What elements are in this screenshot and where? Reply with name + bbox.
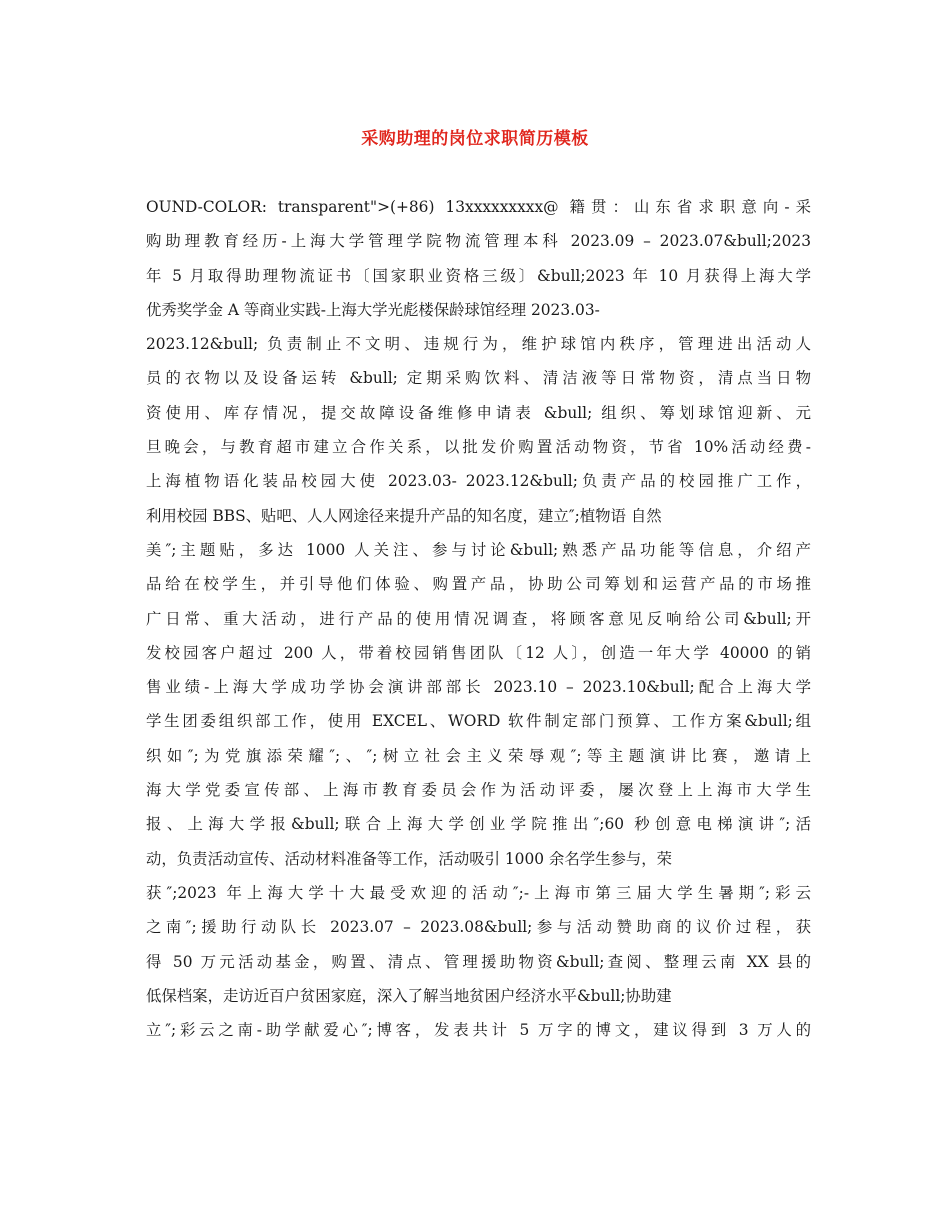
body-line-16: 学生团委组织部工作，使用 EXCEL、WORD 软件制定部门预算、工作方案&bull;组 xyxy=(146,712,811,731)
body-line-10: 利用校园 BBS、贴吧、人人网途径来提升产品的知名度，建立″;植物语 自然 xyxy=(146,506,662,525)
body-line-5: 2023.12&bull; 负责制止不文明、违规行为，维护球馆内秩序，管理进出活动人 xyxy=(146,335,811,354)
body-line-1: OUND-COLOR: transparent">(+86) 13xxxxxxxxx@ 籍贯：山东省求职意向-采 xyxy=(146,198,811,216)
body-line-25: 立″;彩云之南-助学献爱心″;博客，发表共计 5 万字的博文，建议得到 3 万人的 xyxy=(146,1021,811,1040)
body-line-4: 优秀奖学金 A 等商业实践-上海大学光彪楼保龄球馆经理 2023.03- xyxy=(146,300,600,319)
body-line-12: 品给在校学生，并引导他们体验、购置产品，协助公司筹划和运营产品的市场推 xyxy=(146,575,811,594)
body-line-18: 海大学党委宣传部、上海市教育委员会作为活动评委，屡次登上上海市大学生 xyxy=(146,781,811,800)
body-line-19: 报、上海大学报&bull;联合上海大学创业学院推出″;60 秒创意电梯演讲″;活 xyxy=(146,815,811,834)
page-title: 采购助理的岗位求职简历模板 xyxy=(361,129,589,149)
body-line-11: 美″;主题贴，多达 1000 人关注、参与讨论&bull;熟悉产品功能等信息，介绍产 xyxy=(146,540,811,559)
body-line-9: 上海植物语化装品校园大使 2023.03- 2023.12&bull;负责产品的校园推广工作， xyxy=(146,472,811,491)
body-line-6: 员的衣物以及设备运转 &bull; 定期采购饮料、清洁液等日常物资，清点当日物 xyxy=(146,369,811,388)
body-line-8: 旦晚会，与教育超市建立合作关系，以批发价购置活动物资，节省 10%活动经费- xyxy=(146,438,811,457)
body-line-14: 发校园客户超过 200 人，带着校园销售团队〔12 人〕，创造一年大学 40000 的销 xyxy=(146,643,811,662)
body-line-21: 获″;2023 年上海大学十大最受欢迎的活动″;-上海市第三届大学生暑期″;彩云 xyxy=(146,883,811,902)
document-body xyxy=(146,190,811,1047)
body-line-15: 售业绩-上海大学成功学协会演讲部部长 2023.10 – 2023.10&bull;配合上海大学 xyxy=(146,678,811,697)
body-line-13: 广日常、重大活动，进行产品的使用情况调查，将顾客意见反响给公司&bull;开 xyxy=(146,609,811,628)
body-line-23: 得 50 万元活动基金，购置、清点、管理援助物资&bull;查阅、整理云南 XX 县的 xyxy=(146,952,811,971)
body-line-22: 之南″;援助行动队长 2023.07 – 2023.08&bull;参与活动赞助商的议价过程，获 xyxy=(146,918,811,937)
body-line-20: 动，负责活动宣传、活动材料准备等工作，活动吸引 1000 余名学生参与，荣 xyxy=(146,849,673,868)
body-line-7: 资使用、库存情况，提交故障设备维修申请表 &bull; 组织、筹划球馆迎新、元 xyxy=(146,403,811,422)
body-line-17: 织如″;为党旗添荣耀″;、″;树立社会主义荣辱观″;等主题演讲比赛，邀请上 xyxy=(146,746,811,765)
body-line-2: 购助理教育经历-上海大学管理学院物流管理本科 2023.09 – 2023.07&bull;2023 xyxy=(146,232,811,251)
body-line-3: 年 5 月取得助理物流证书〔国家职业资格三级〕&bull;2023 年 10 月获得上海大学 xyxy=(146,266,811,285)
body-line-24: 低保档案，走访近百户贫困家庭，深入了解当地贫困户经济水平&bull;协助建 xyxy=(146,986,672,1005)
